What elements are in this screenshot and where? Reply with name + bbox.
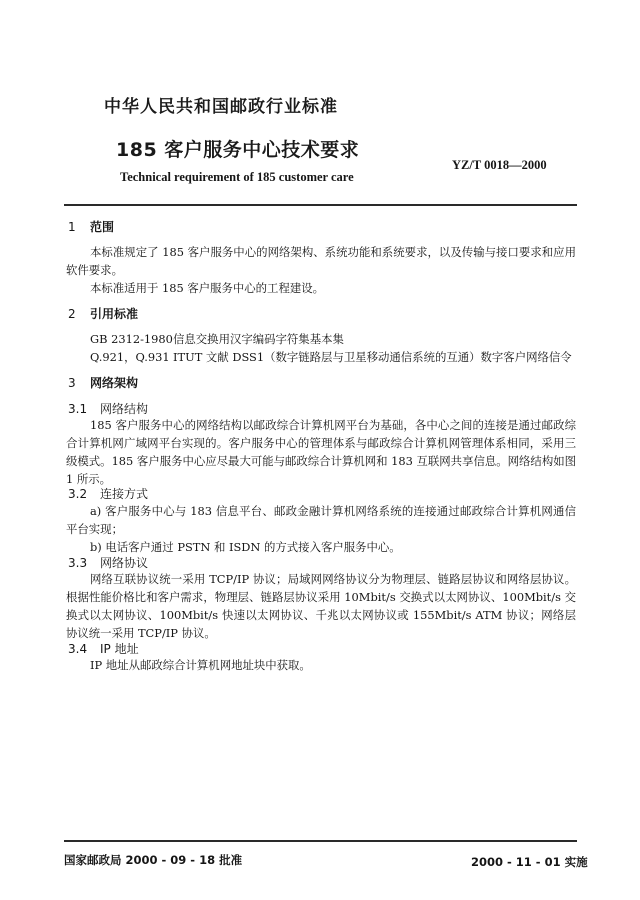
reference-code: Q.921，Q.931 [90,350,170,364]
document-title: 185 客户服务中心技术要求 [116,139,360,161]
subsection-title: 网络结构 [100,402,149,416]
subsection-3-1-paragraph: 185 客户服务中心的网络结构以邮政综合计算机网平台为基础，各中心之间的连接是通过邮政综合计算机网广域网平台实现的。客户服务中心的管理体系与邮政综合计算机网管理体系相同，采用三级模式。185 客户服务中心应尽最大可能与邮政综合计算机网和 183 互联网共享信息。网络结构如图 1 所示。 [66,418,576,486]
subsection-number: 3.4 [68,642,88,656]
subsection-title: IP 地址 [100,642,139,656]
subsection-3-3-paragraph: 网络互联协议统一采用 TCP/IP 协议；局域网网络协议分为物理层、链路层协议和网络层协议。根据性能价格比和客户需求，物理层、链路层协议采用 10Mbit/s 交换式以太网协议、100Mbit/s 交换式以太网协议、100Mbit/s 快速以太网协议、千兆以太网协议或 155Mbit/s ATM 协议；网络层协议统一采用 TCP/IP 协议。 [66,572,576,640]
section-1-paragraph-2: 本标准适用于 185 客户服务中心的工程建设。 [90,281,325,295]
effective-date: 2000 - 11 - 01 实施 [471,855,588,869]
reference-code: GB 2312-1980 [90,332,173,346]
standard-category-title: 中华人民共和国邮政行业标准 [104,97,338,117]
section-number: 2 [68,307,76,321]
footer-divider [64,840,577,842]
section-title: 范围 [90,220,115,234]
section-3-heading [68,374,138,391]
subsection-3-4-paragraph: IP 地址从邮政综合计算机网地址块中获取。 [90,658,311,672]
subsection-3-3-heading [68,554,148,571]
document-title-english: Technical requirement of 185 customer care [120,170,354,184]
header-divider [64,204,577,206]
section-number: 3 [68,376,76,390]
subsection-number: 3.1 [68,402,88,416]
subsection-number: 3.2 [68,487,88,501]
subsection-3-1-heading [68,400,148,417]
reference-item [90,331,344,347]
subsection-3-2-item-b: b) 电话客户通过 PSTN 和 ISDN 的方式接入客户服务中心。 [90,540,401,554]
subsection-title: 连接方式 [100,487,149,501]
standard-code: YZ/T 0018—2000 [452,158,547,172]
reference-item [90,349,572,365]
section-title: 引用标准 [90,307,139,321]
section-1-heading [68,218,114,235]
subsection-3-2-item-a: a) 客户服务中心与 183 信息平台、邮政金融计算机网络系统的连接通过邮政综合计算机网通信平台实现； [66,504,576,536]
subsection-3-2-heading [68,485,148,502]
reference-text: ITUT 文献 DSS1（数字链路层与卫星移动通信系统的互通）数字客户网络信令 [173,350,572,364]
section-number: 1 [68,220,76,234]
section-2-heading [68,305,138,322]
subsection-3-4-heading [68,640,139,657]
reference-text: 信息交换用汉字编码字符集基本集 [173,332,344,346]
subsection-number: 3.3 [68,556,88,570]
subsection-title: 网络协议 [100,556,149,570]
section-title: 网络架构 [90,376,139,390]
section-1-paragraph-1: 本标准规定了 185 客户服务中心的网络架构、系统功能和系统要求，以及传输与接口要求和应用软件要求。 [66,245,576,277]
approval-date: 国家邮政局 2000 - 09 - 18 批准 [64,853,243,867]
